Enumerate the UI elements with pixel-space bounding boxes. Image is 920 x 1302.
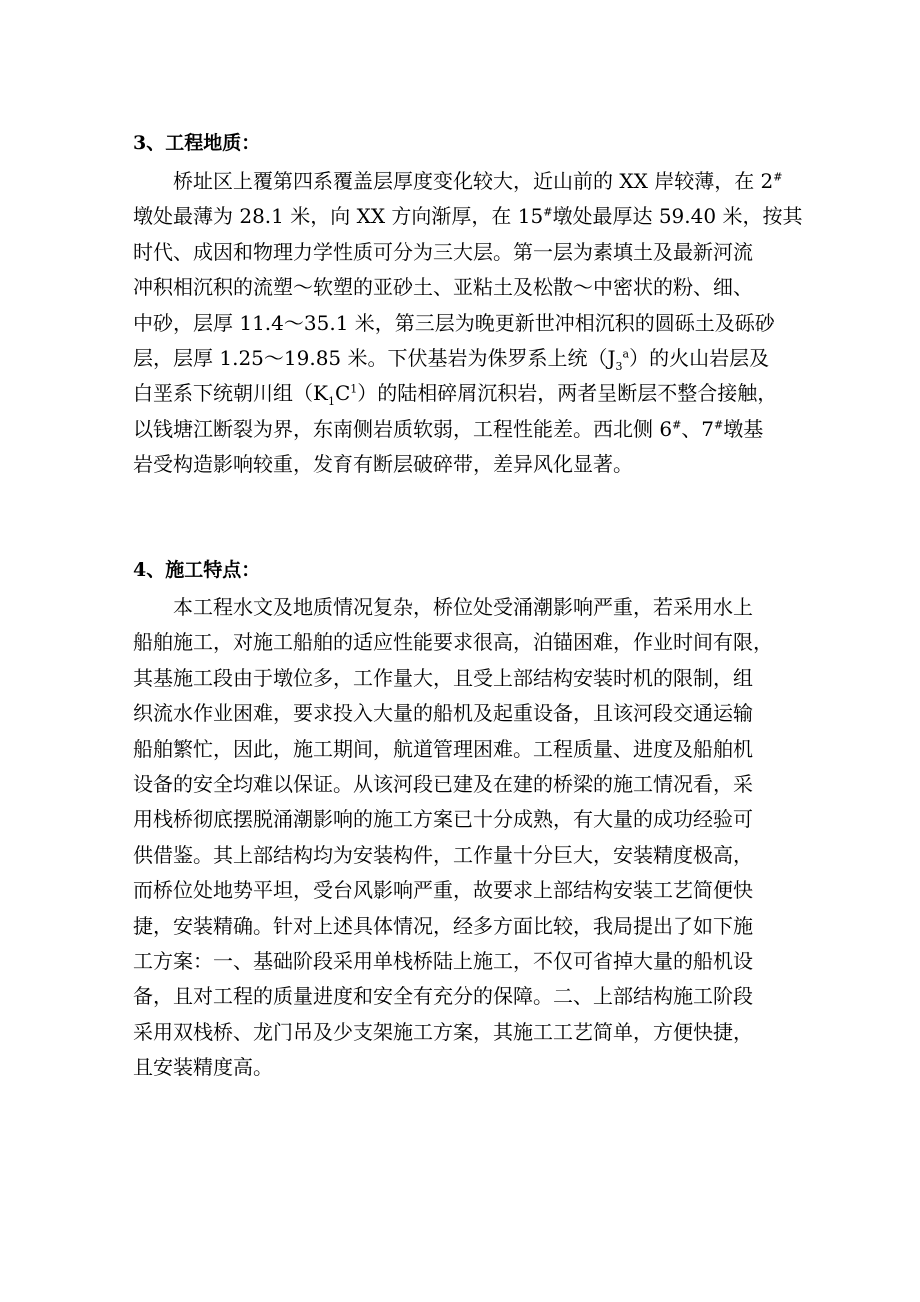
paragraph-line: 采用双栈桥、龙门吊及少支架施工方案，其施工工艺简单，方便快捷，: [133, 1019, 753, 1044]
paragraph-line: 墩处最薄为 28.1 米，向 XX 方向渐厚，在 15#墩处最厚达 59.40 米，按其: [133, 204, 803, 229]
section-3-heading: 3、工程地质：: [133, 132, 261, 154]
paragraph-line: 岩受构造影响较重，发育有断层破碎带，差异风化显著。: [133, 452, 633, 477]
paragraph-line: 桥址区上覆第四系覆盖层厚度变化较大，近山前的 XX 岸较薄，在 2#: [173, 169, 783, 193]
paragraph-line: 捷，安装精确。针对上述具体情况，经多方面比较，我局提出了如下施: [133, 913, 753, 938]
paragraph-line: 冲积相沉积的流塑～软塑的亚砂土、亚粘土及松散～中密状的粉、细、: [133, 275, 753, 300]
section-4-paragraph: [133, 590, 793, 1085]
paragraph-line: 其基施工段由于墩位多，工作量大，且受上部结构安装时机的限制，组: [133, 665, 753, 690]
paragraph-line: 以钱塘江断裂为界，东南侧岩质软弱，工程性能差。西北侧 6#、7#墩基: [133, 416, 764, 441]
paragraph-line: 时代、成因和物理力学性质可分为三大层。第一层为素填土及最新河流: [133, 239, 753, 264]
paragraph-line: 用栈桥彻底摆脱涌潮影响的施工方案已十分成熟，有大量的成功经验可: [133, 807, 753, 832]
paragraph-line: 设备的安全均难以保证。从该河段已建及在建的桥梁的施工情况看，采: [133, 771, 753, 796]
paragraph-line: 白垩系下统朝川组$(K_1C^1)$的陆相碎屑沉积岩，两者呈断层不整合接触，: [133, 381, 778, 409]
paragraph-line: 且安装精度高。: [133, 1055, 273, 1080]
section-3-paragraph: [133, 164, 803, 483]
paragraph-line: 本工程水文及地质情况复杂，桥位处受涌潮影响严重，若采用水上: [173, 595, 753, 619]
paragraph-line: 备，且对工程的质量进度和安全有充分的保障。二、上部结构施工阶段: [133, 984, 753, 1009]
paragraph-line: 中砂，层厚 11.4～35.1 米，第三层为晚更新世冲相沉积的圆砾土及砾砂: [133, 310, 775, 335]
paragraph-line: 供借鉴。其上部结构均为安装构件，工作量十分巨大，安装精度极高，: [133, 842, 753, 867]
paragraph-line: 层，层厚 1.25～19.85 米。下伏基岩为侏罗系上统$(J_3^a)$的火山岩层及: [133, 345, 770, 373]
paragraph-line: 织流水作业困难，要求投入大量的船机及起重设备，且该河段交通运输: [133, 701, 753, 726]
paragraph-line: 船舶繁忙，因此，施工期间，航道管理困难。工程质量、进度及船舶机: [133, 736, 753, 761]
paragraph-line: 船舶施工，对施工船舶的适应性能要求很高，泊锚困难，作业时间有限，: [133, 630, 773, 655]
paragraph-line: 工方案：一、基础阶段采用单栈桥陆上施工，不仅可省掉大量的船机设: [133, 948, 753, 973]
section-4-heading: 4、施工特点：: [133, 559, 261, 581]
paragraph-line: 而桥位处地势平坦，受台风影响严重，故要求上部结构安装工艺简便快: [133, 878, 753, 903]
